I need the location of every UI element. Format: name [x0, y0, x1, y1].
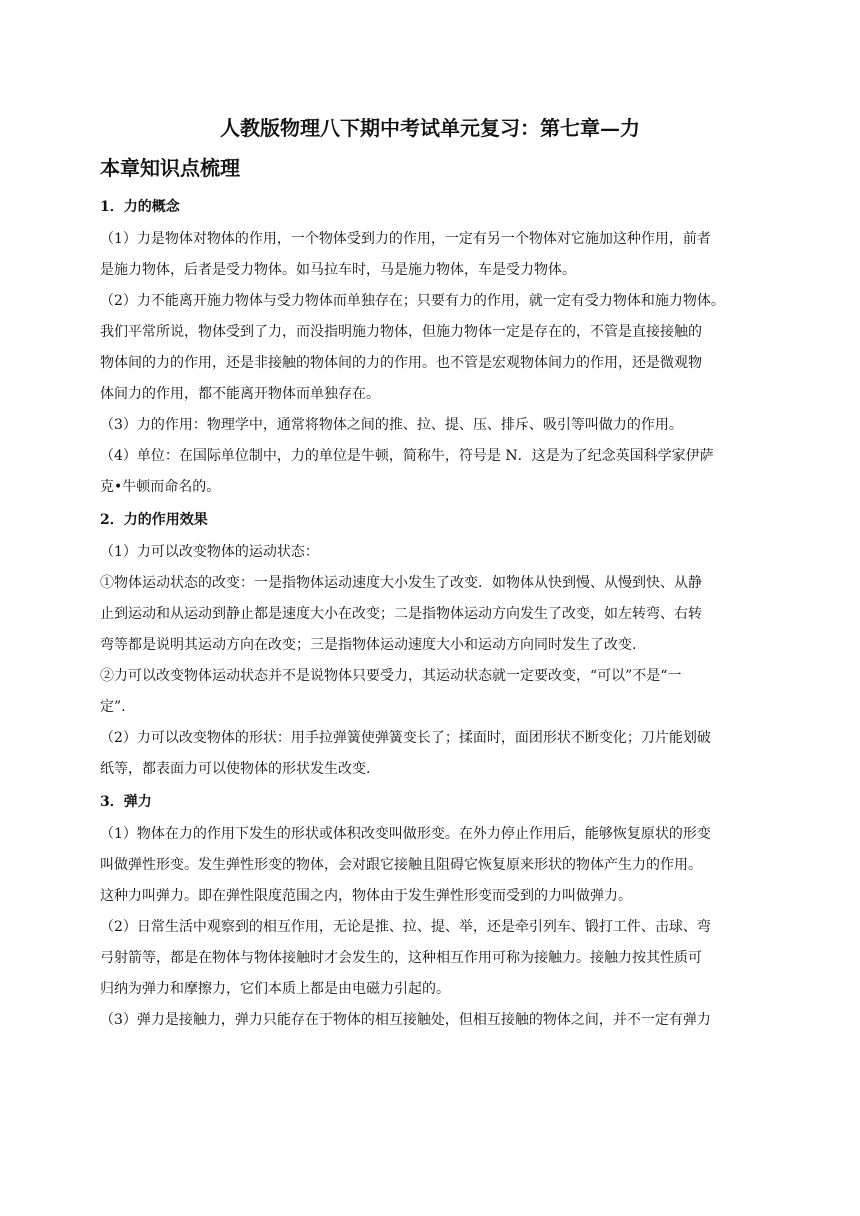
paragraph-line: 体间力的作用，都不能离开物体而单独存在。 — [100, 386, 380, 402]
paragraph-line: 是施力物体，后者是受力物体。如马拉车时，马是施力物体，车是受力物体。 — [100, 262, 576, 278]
topics-container — [100, 190, 760, 1036]
paragraph-line: （2）力不能离开施力物体与受力物体而单独存在；只要有力的作用，就一定有受力物体和施力物体。 — [100, 293, 725, 309]
paragraph-line: （1）力是物体对物体的作用，一个物体受到力的作用，一定有另一个物体对它施加这种作用，前者 — [100, 231, 711, 247]
paragraph-line: 克•牛顿而命名的。 — [100, 479, 221, 495]
paragraph-line: （1）物体在力的作用下发生的形状或体积改变叫做形变。在外力停止作用后，能够恢复原状的形变 — [100, 826, 711, 842]
paragraph-line: （2）力可以改变物体的形状：用手拉弹簧使弹簧变长了；揉面时，面团形状不断变化；刀片能划破 — [100, 730, 711, 746]
paragraph-line: （4）单位：在国际单位制中，力的单位是牛顿，简称牛，符号是 N．这是为了纪念英国科学家伊萨 — [100, 448, 714, 464]
paragraph — [100, 661, 760, 723]
topic-heading: 1．力的概念 — [100, 199, 180, 215]
paragraph-line: 纸等，都表面力可以使物体的形状发生改变. — [100, 761, 371, 777]
paragraph — [100, 1005, 760, 1036]
paragraph-line: 归纳为弹力和摩擦力，它们本质上都是由电磁力引起的。 — [100, 981, 450, 997]
document-page — [100, 110, 760, 1036]
paragraph-line: （3）力的作用：物理学中，通常将物体之间的推、拉、提、压、排斥、吸引等叫做力的作用。 — [100, 417, 683, 433]
paragraph-line: 这种力叫弹力。即在弹性限度范围之内，物体由于发生弹性形变而受到的力叫做弹力。 — [100, 888, 632, 904]
paragraph-line: 我们平常所说，物体受到了力，而没指明施力物体，但施力物体一定是存在的，不管是直接接触的 — [100, 324, 702, 340]
paragraph — [100, 819, 760, 912]
paragraph — [100, 912, 760, 1005]
paragraph — [100, 410, 760, 441]
paragraph-line: 弓射箭等，都是在物体与物体接触时才会发生的，这种相互作用可称为接触力。接触力按其性质可 — [100, 950, 702, 966]
paragraph — [100, 441, 760, 503]
paragraph-line: 弯等都是说明其运动方向在改变；三是指物体运动速度大小和运动方向同时发生了改变. — [100, 637, 637, 653]
topic-heading: 3．弹力 — [100, 794, 152, 810]
paragraph-line: （1）力可以改变物体的运动状态： — [100, 544, 319, 560]
paragraph — [100, 286, 760, 410]
topic-heading: 2．力的作用效果 — [100, 512, 208, 528]
paragraph-line: （2）日常生活中观察到的相互作用，无论是推、拉、提、举，还是牵引列车、锻打工件、击球、弯 — [100, 919, 711, 935]
paragraph-line: ①物体运动状态的改变：一是指物体运动速度大小发生了改变．如物体从快到慢、从慢到快、从静 — [100, 575, 702, 591]
paragraph-line: （3）弹力是接触力，弹力只能存在于物体的相互接触处，但相互接触的物体之间，并不一定有弹力 — [100, 1012, 711, 1028]
paragraph-line: ②力可以改变物体运动状态并不是说物体只要受力，其运动状态就一定要改变，“可以”不是“一 — [100, 668, 682, 684]
document-title: 人教版物理八下期中考试单元复习：第七章—力 — [220, 116, 640, 140]
paragraph — [100, 568, 760, 661]
section-heading: 本章知识点梳理 — [100, 156, 240, 180]
paragraph-line: 叫做弹性形变。发生弹性形变的物体，会对跟它接触且阻碍它恢复原来形状的物体产生力的作用。 — [100, 857, 702, 873]
paragraph-line: 止到运动和从运动到静止都是速度大小在改变；二是指物体运动方向发生了改变，如左转弯、右转 — [100, 606, 702, 622]
paragraph — [100, 723, 760, 785]
paragraph — [100, 537, 760, 568]
paragraph-line: 物体间的力的作用，还是非接触的物体间的力的作用。也不管是宏观物体间力的作用，还是微观物 — [100, 355, 702, 371]
paragraph-line: 定”. — [100, 699, 126, 715]
paragraph — [100, 224, 760, 286]
